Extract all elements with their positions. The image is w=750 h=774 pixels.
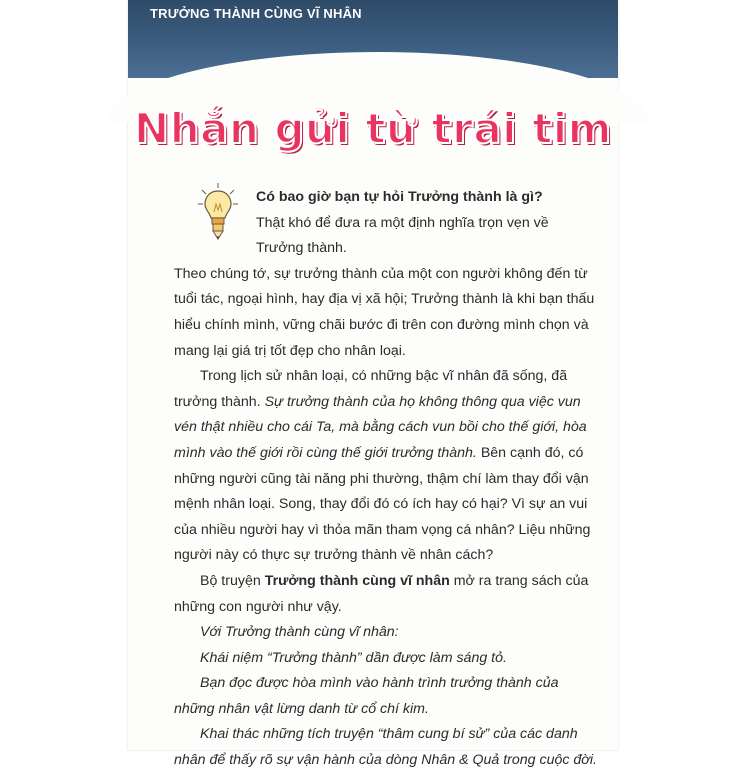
book-page	[128, 0, 618, 769]
paragraph-2-end: Bên cạnh đó, có những người cũng tài năng phi thường, thậm chí làm thay đổi vận mệnh nhân loại. Song, thay đổi đó có ích hay có hại? Vì sự an vui của nhiều người hay vì thỏa mãn tham vọng cá nhân? Liệu những người này có thực sự trưởng thành về nhân cách?	[174, 444, 591, 564]
body-text	[174, 185, 598, 774]
list-item: Khái niệm “Trưởng thành” dần được làm sáng tỏ.	[200, 649, 507, 666]
paragraph-3	[174, 569, 598, 620]
series-name: Trưởng thành cùng vĩ nhân	[264, 572, 450, 589]
page-title: Nhắn gửi từ trái tim	[134, 104, 612, 153]
opening-question: Có bao giờ bạn tự hỏi Trưởng thành là gì?	[256, 189, 543, 205]
paragraph-2-italic: Sự trưởng thành của họ không thông qua việc vun vén thật nhiều cho cái Ta, mà bằng cách vun bồi cho thế giới, hòa mình vào thế giới rồi cùng thế giới trưởng thành.	[174, 393, 587, 461]
paragraph-2-start: Trong lịch sử nhân loại, có những bậc vĩ nhân đã sống, đã trưởng thành.	[174, 368, 568, 410]
list-item: Bạn đọc được hòa mình vào hành trình trưởng thành của những nhân vật lừng danh từ cổ chí kim.	[174, 675, 559, 717]
header-band	[128, 0, 618, 78]
paragraph-1b: Theo chúng tớ, sự trưởng thành của một con người không đến từ tuổi tác, ngoại hình, hay địa vị xã hội; Trưởng thành là khi bạn thấu hiểu chính mình, vững chãi bước đi trên con đường mình chọn và mang lại giá trị tốt đẹp cho nhân loại.	[174, 265, 595, 359]
paragraph-2	[174, 364, 598, 569]
paragraph-3-end: mở ra trang sách của những con người như vậy.	[174, 572, 589, 615]
paragraph-1a: Thật khó để đưa ra một định nghĩa trọn vẹn về Trưởng thành.	[256, 214, 549, 257]
series-title: TRƯỞNG THÀNH CÙNG VĨ NHÂN	[150, 6, 362, 21]
list-item: Khai thác những tích truyện “thâm cung bí sử” của các danh nhân để thấy rõ sự vận hành của dòng Nhân & Quả trong cuộc đời.	[174, 726, 597, 769]
paragraph-3-start: Bộ truyện	[200, 572, 261, 589]
with-series-heading: Với Trưởng thành cùng vĩ nhân:	[200, 624, 399, 641]
